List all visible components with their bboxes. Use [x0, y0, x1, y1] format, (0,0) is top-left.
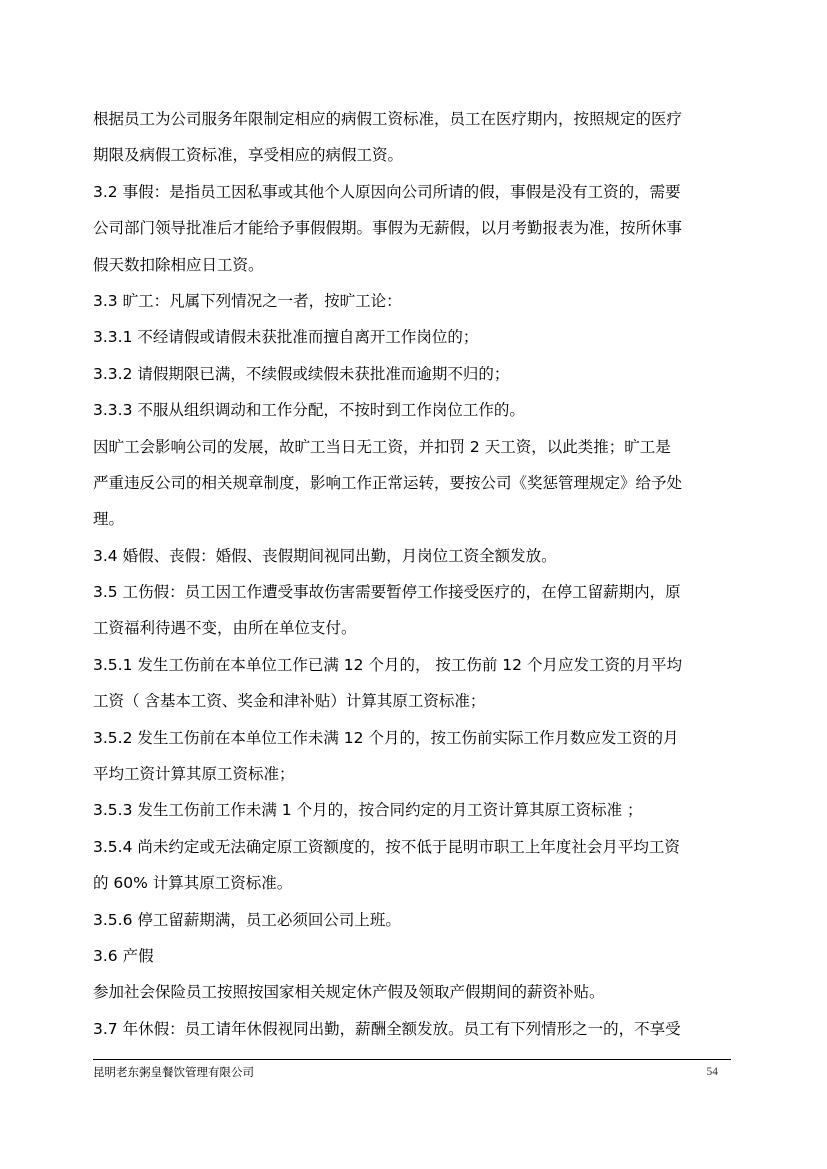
- document-body: [93, 101, 738, 1047]
- text-line: 的 60% 计算其原工资标准。: [93, 874, 293, 893]
- text-line: 3.5 工伤假：员工因工作遭受事故伤害需要暂停工作接受医疗的，在停工留薪期内，原: [93, 583, 681, 602]
- text-line: 平均工资计算其原工资标准；: [93, 765, 295, 784]
- text-line: 因旷工会影响公司的发展，故旷工当日无工资，并扣罚 2 天工资，以此类推；旷工是: [93, 437, 671, 456]
- text-line: 参加社会保险员工按照按国家相关规定休产假及领取产假期间的薪资补贴。: [93, 983, 605, 1002]
- page-number: 54: [706, 1066, 718, 1078]
- text-line: 3.5.6 停工留薪期满，员工必须回公司上班。: [93, 910, 401, 929]
- text-line: 3.3.1 不经请假或请假未获批准而擅自离开工作岗位的；: [93, 328, 479, 347]
- footer-divider: [93, 1059, 731, 1060]
- text-line: 3.5.3 发生工伤前工作未满 1 个月的，按合同约定的月工资计算其原工资标准 ；: [93, 801, 643, 820]
- text-line: 3.3.3 不服从组织调动和工作分配，不按时到工作岗位工作的。: [93, 401, 525, 420]
- text-line: 公司部门领导批准后才能给予事假假期。事假为无薪假，以月考勤报表为准，按所休事: [93, 219, 683, 238]
- text-line: 3.2 事假：是指员工因私事或其他个人原因向公司所请的假，事假是没有工资的，需要: [93, 182, 681, 201]
- text-line: 工资（ 含基本工资、奖金和津补贴）计算其原工资标准；: [93, 692, 486, 711]
- text-line: 3.3 旷工：凡属下列情况之一者，按旷工论：: [93, 291, 402, 310]
- text-line: 期限及病假工资标准，享受相应的病假工资。: [93, 146, 404, 165]
- text-line: 3.5.4 尚未约定或无法确定原工资额度的，按不低于昆明市职工上年度社会月平均工资: [93, 837, 680, 856]
- text-line: 3.6 产假: [93, 946, 154, 965]
- text-line: 理。: [93, 510, 125, 529]
- text-line: 3.3.2 请假期限已满，不续假或续假未获批准而逾期不归的；: [93, 364, 510, 383]
- text-line: 严重违反公司的相关规章制度，影响工作正常运转，要按公司《奖惩管理规定》给予处: [93, 473, 683, 492]
- text-line: 根据员工为公司服务年限制定相应的病假工资标准，员工在医疗期内，按照规定的医疗: [93, 110, 683, 128]
- text-line: 工资福利待遇不变，由所在单位支付。: [93, 619, 357, 638]
- text-line: 假天数扣除相应日工资。: [93, 255, 264, 274]
- text-line: 3.5.1 发生工伤前在本单位工作已满 12 个月的， 按工伤前 12 个月应发工资的月平均: [93, 655, 682, 674]
- footer-company-name: 昆明老东粥皇餐饮管理有限公司: [93, 1065, 254, 1079]
- text-line: 3.5.2 发生工伤前在本单位工作未满 12 个月的，按工伤前实际工作月数应发工资的月: [93, 728, 679, 747]
- text-line: 3.7 年休假：员工请年休假视同出勤，薪酬全额发放。员工有下列情形之一的，不享受: [93, 1019, 681, 1038]
- text-line: 3.4 婚假、丧假：婚假、丧假期间视同出勤，月岗位工资全额发放。: [93, 546, 557, 565]
